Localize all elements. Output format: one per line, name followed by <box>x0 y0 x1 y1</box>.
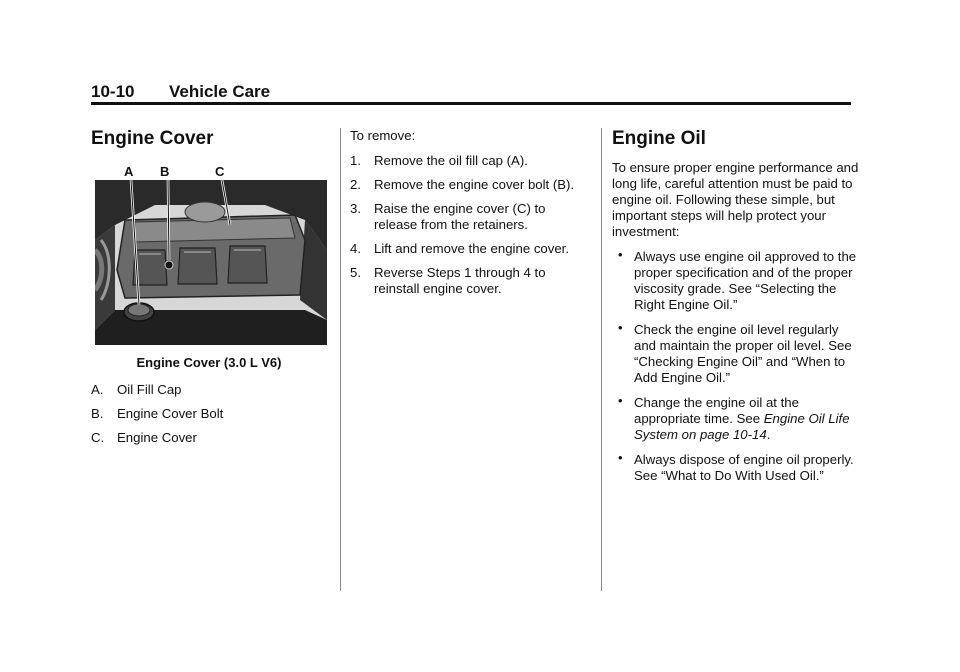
removal-intro: To remove: <box>350 128 416 143</box>
engine-oil-column <box>612 128 862 484</box>
step-text: Remove the oil fill cap (A). <box>374 153 528 168</box>
cross-reference-link[interactable]: Engine Oil Life System on page 10-14 <box>634 411 850 442</box>
removal-steps-column <box>350 128 590 305</box>
callout-label-b: B <box>160 164 170 179</box>
legend-letter: A. <box>91 382 104 397</box>
page-number: 10-10 <box>91 82 135 101</box>
step-item <box>350 241 590 257</box>
section-title: Vehicle Care <box>169 82 271 101</box>
callout-label-c: C <box>215 164 225 179</box>
bullet-icon: • <box>618 450 623 465</box>
legend-item <box>91 382 327 398</box>
step-item <box>350 153 590 169</box>
step-number: 3. <box>350 201 361 216</box>
engine-oil-heading: Engine Oil <box>612 128 706 149</box>
column-divider <box>601 128 602 591</box>
bullet-item <box>612 452 862 484</box>
step-text: Reverse Steps 1 through 4 to reinstall engine cover. <box>374 265 546 296</box>
engine-oil-intro: To ensure proper engine performance and long life, careful attention must be paid to engine oil. Following these simple, but important steps will help protect your investment: <box>612 160 859 239</box>
step-text: Lift and remove the engine cover. <box>374 241 570 256</box>
step-number: 4. <box>350 241 361 256</box>
bullet-text: Check the engine oil level regularly and maintain the proper oil level. See “Checking Engine Oil” and “When to Add Engine Oil.” <box>634 322 852 385</box>
column-divider <box>340 128 341 591</box>
bullet-text: Change the engine oil at the appropriate time. See <box>634 395 799 426</box>
bullet-item <box>612 322 862 386</box>
bullet-icon: • <box>618 247 623 262</box>
step-item <box>350 177 590 193</box>
step-number: 5. <box>350 265 361 280</box>
figure-caption: Engine Cover (3.0 L V6) <box>136 355 282 370</box>
legend-item <box>91 406 327 422</box>
step-item <box>350 201 590 233</box>
step-item <box>350 265 590 297</box>
bullet-text: Always dispose of engine oil properly. See “What to Do With Used Oil.” <box>634 452 854 483</box>
engine-cover-heading: Engine Cover <box>91 128 214 149</box>
legend-letter: B. <box>91 406 104 421</box>
step-text: Raise the engine cover (C) to release from the retainers. <box>374 201 546 232</box>
figure-callout-labels <box>91 164 327 180</box>
bullet-icon: • <box>618 393 623 408</box>
step-number: 1. <box>350 153 361 168</box>
bullet-icon: • <box>618 320 623 335</box>
legend-text: Oil Fill Cap <box>117 382 182 397</box>
legend-letter: C. <box>91 430 105 445</box>
legend-text: Engine Cover Bolt <box>117 406 224 421</box>
legend-text: Engine Cover <box>117 430 197 445</box>
header-rule <box>91 102 851 105</box>
bullet-text: Always use engine oil approved to the proper specification and of the proper viscosity grade. See “Selecting the Right Engine Oil.” <box>634 249 857 312</box>
callout-label-a: A <box>124 164 134 179</box>
step-number: 2. <box>350 177 361 192</box>
bullet-text-end: . <box>766 427 771 442</box>
step-text: Remove the engine cover bolt (B). <box>374 177 575 192</box>
bullet-item <box>612 395 862 443</box>
legend-item <box>91 430 327 446</box>
engine-cover-illustration <box>95 180 327 345</box>
engine-cover-column <box>91 128 327 454</box>
bullet-item <box>612 249 862 313</box>
